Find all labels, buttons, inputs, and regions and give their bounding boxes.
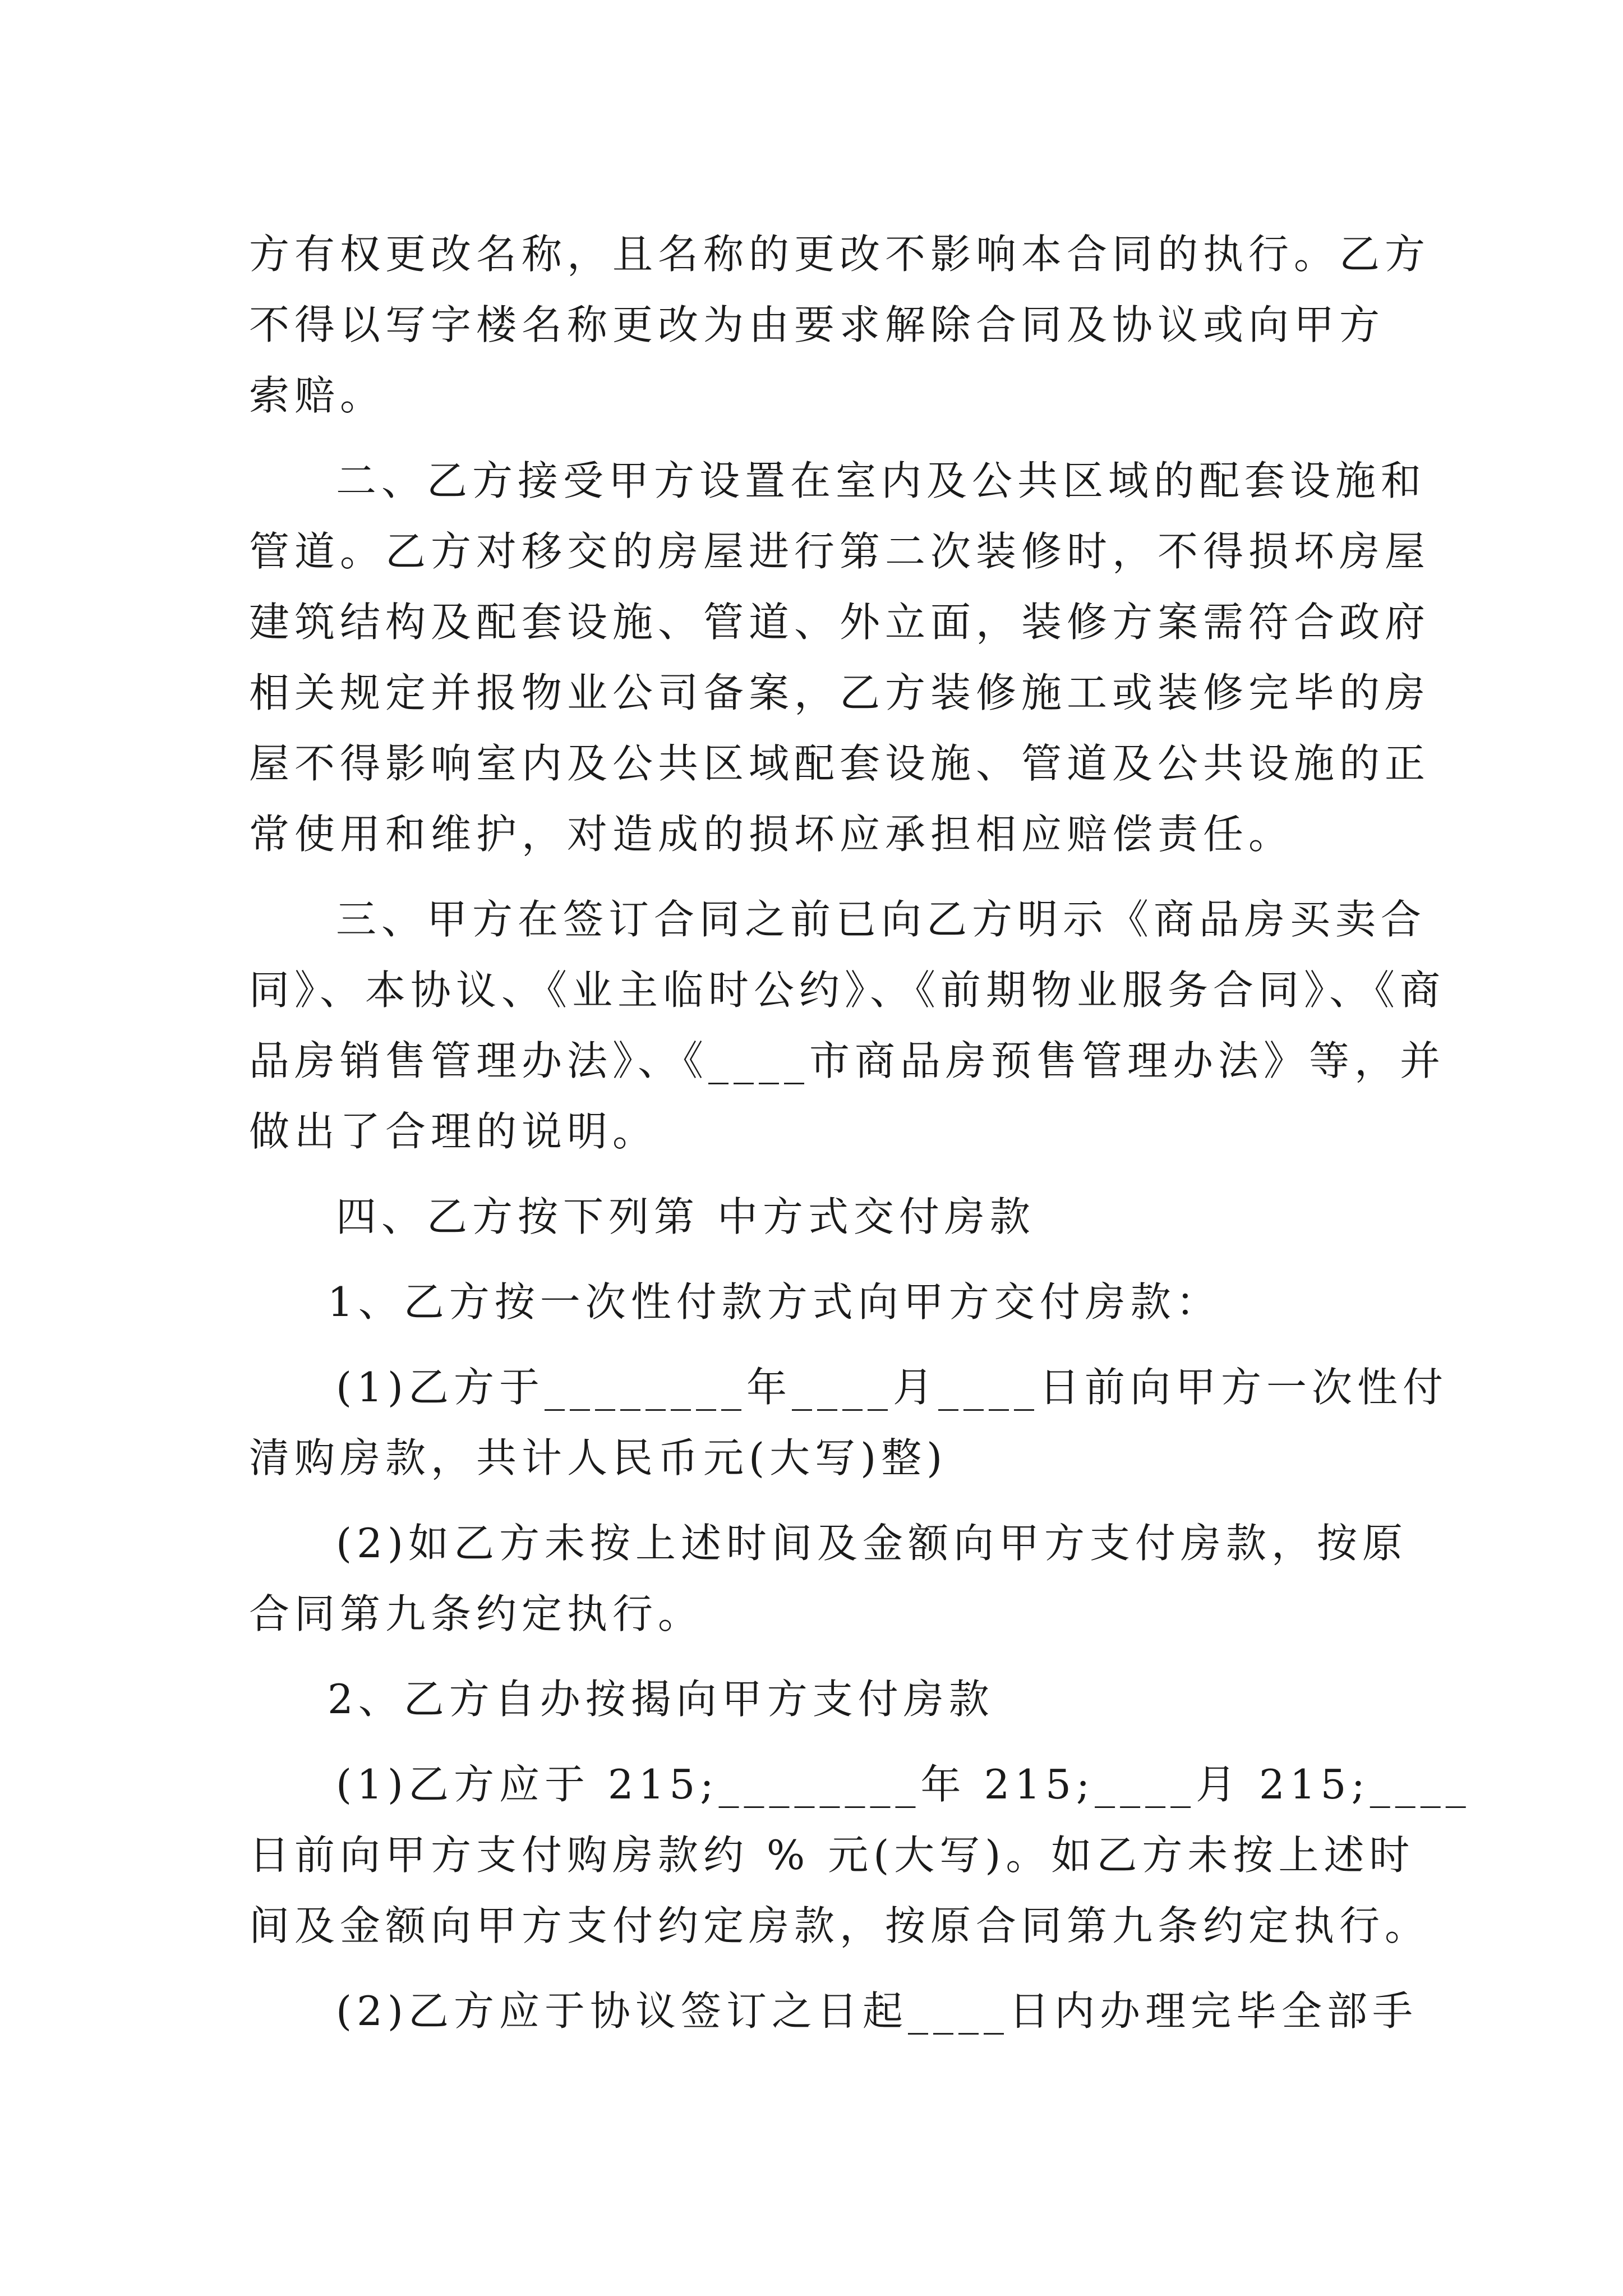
paragraph-first-line: (1)乙方应于 215;________年 215;____月 215;____ xyxy=(336,1761,1471,1808)
text-line: 做出了合理的说明。 xyxy=(249,1108,658,1155)
document-page xyxy=(249,219,1471,2046)
paragraph-first-line: 1、乙方按一次性付款方式向甲方交付房款： xyxy=(328,1278,1221,1326)
text-line: 清购房款，共计人民币元(大写)整) xyxy=(249,1434,948,1481)
text-line: 常使用和维护，对造成的损坏应承担相应赔偿责任。 xyxy=(249,811,1294,858)
paragraph-first-line: (1)乙方于________年____月____日前向甲方一次性付 xyxy=(336,1364,1448,1411)
text-line: 管道。乙方对移交的房屋进行第二次装修时，不得损坏房屋 xyxy=(249,528,1431,575)
text-line: 日前向甲方支付购房款约 % 元(大写)。如乙方未按上述时 xyxy=(249,1832,1415,1879)
text-line: 不得以写字楼名称更改为由要求解除合同及协议或向甲方 xyxy=(249,301,1385,348)
paragraph-first-line: (2)乙方应于协议签订之日起____日内办理完毕全部手 xyxy=(336,1987,1418,2035)
text-line: 合同第九条约定执行。 xyxy=(249,1590,704,1637)
paragraph-first-line: 四、乙方按下列第 中方式交付房款 xyxy=(336,1193,1035,1240)
paragraph-first-line: 三、甲方在签订合同之前已向乙方明示《商品房买卖合 xyxy=(336,896,1427,943)
text-line: 间及金额向甲方支付约定房款，按原合同第九条约定执行。 xyxy=(249,1902,1431,1949)
text-line: 屋不得影响室内及公共区域配套设施、管道及公共设施的正 xyxy=(249,740,1431,787)
paragraph-first-line: (2)如乙方未按上述时间及金额向甲方支付房款，按原 xyxy=(336,1520,1408,1567)
text-line: 相关规定并报物业公司备案，乙方装修施工或装修完毕的房 xyxy=(249,669,1431,716)
text-line: 同》、本协议、《业主临时公约》、《前期物业服务合同》、《商 xyxy=(249,967,1446,1014)
text-line: 索赔。 xyxy=(249,372,386,419)
paragraph-first-line: 二、乙方接受甲方设置在室内及公共区域的配套设施和 xyxy=(336,457,1427,504)
paragraph-first-line: 2、乙方自办按揭向甲方支付房款 xyxy=(328,1676,994,1723)
text-line: 品房销售管理办法》、《____市商品房预售管理办法》等，并 xyxy=(249,1037,1446,1084)
text-line: 方有权更改名称，且名称的更改不影响本合同的执行。乙方 xyxy=(249,231,1431,278)
text-line: 建筑结构及配套设施、管道、外立面，装修方案需符合政府 xyxy=(249,599,1431,646)
